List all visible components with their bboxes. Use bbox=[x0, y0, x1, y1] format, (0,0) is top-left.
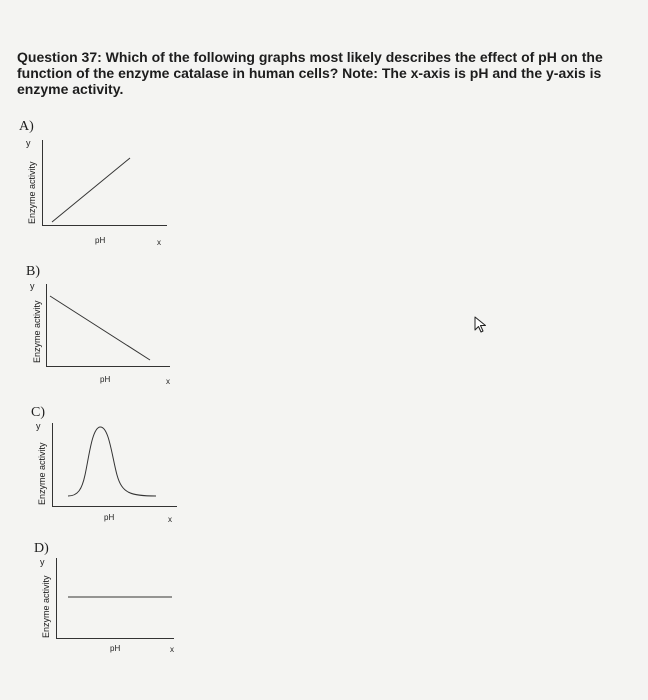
trend-line bbox=[56, 558, 174, 638]
x-axis-line bbox=[42, 225, 167, 226]
x-axis-line bbox=[46, 366, 170, 367]
trend-line bbox=[46, 284, 170, 366]
mouse-pointer-icon bbox=[474, 316, 488, 334]
x-axis-label: pH bbox=[100, 375, 111, 384]
y-axis-letter: y bbox=[40, 557, 45, 567]
y-axis-label: Enzyme activity bbox=[27, 161, 37, 224]
x-axis-label: pH bbox=[110, 644, 121, 653]
y-axis-label: Enzyme activity bbox=[41, 575, 51, 638]
x-axis-letter: x bbox=[170, 645, 174, 654]
x-axis-label: pH bbox=[104, 513, 115, 522]
x-axis-letter: x bbox=[166, 377, 170, 386]
trend-line bbox=[42, 140, 167, 225]
x-axis-line bbox=[56, 638, 174, 639]
y-axis-letter: y bbox=[26, 138, 31, 148]
option-letter: D) bbox=[34, 541, 49, 556]
option-letter: C) bbox=[31, 405, 45, 420]
question-text: Question 37: Which of the following graphs most likely describes the effect of pH on the function of the enzyme catalase in human cells? Note: The x-axis is pH and the y-axis is enzyme activity. bbox=[17, 49, 603, 97]
option-letter: A) bbox=[19, 119, 34, 134]
trend-line bbox=[52, 423, 177, 506]
option-letter: B) bbox=[26, 264, 40, 279]
x-axis-line bbox=[52, 506, 177, 507]
y-axis-letter: y bbox=[36, 421, 41, 431]
y-axis-label: Enzyme activity bbox=[32, 300, 42, 363]
x-axis-letter: x bbox=[168, 515, 172, 524]
y-axis-label: Enzyme activity bbox=[37, 442, 47, 505]
x-axis-label: pH bbox=[95, 236, 106, 245]
x-axis-letter: x bbox=[157, 238, 161, 247]
y-axis-letter: y bbox=[30, 281, 35, 291]
